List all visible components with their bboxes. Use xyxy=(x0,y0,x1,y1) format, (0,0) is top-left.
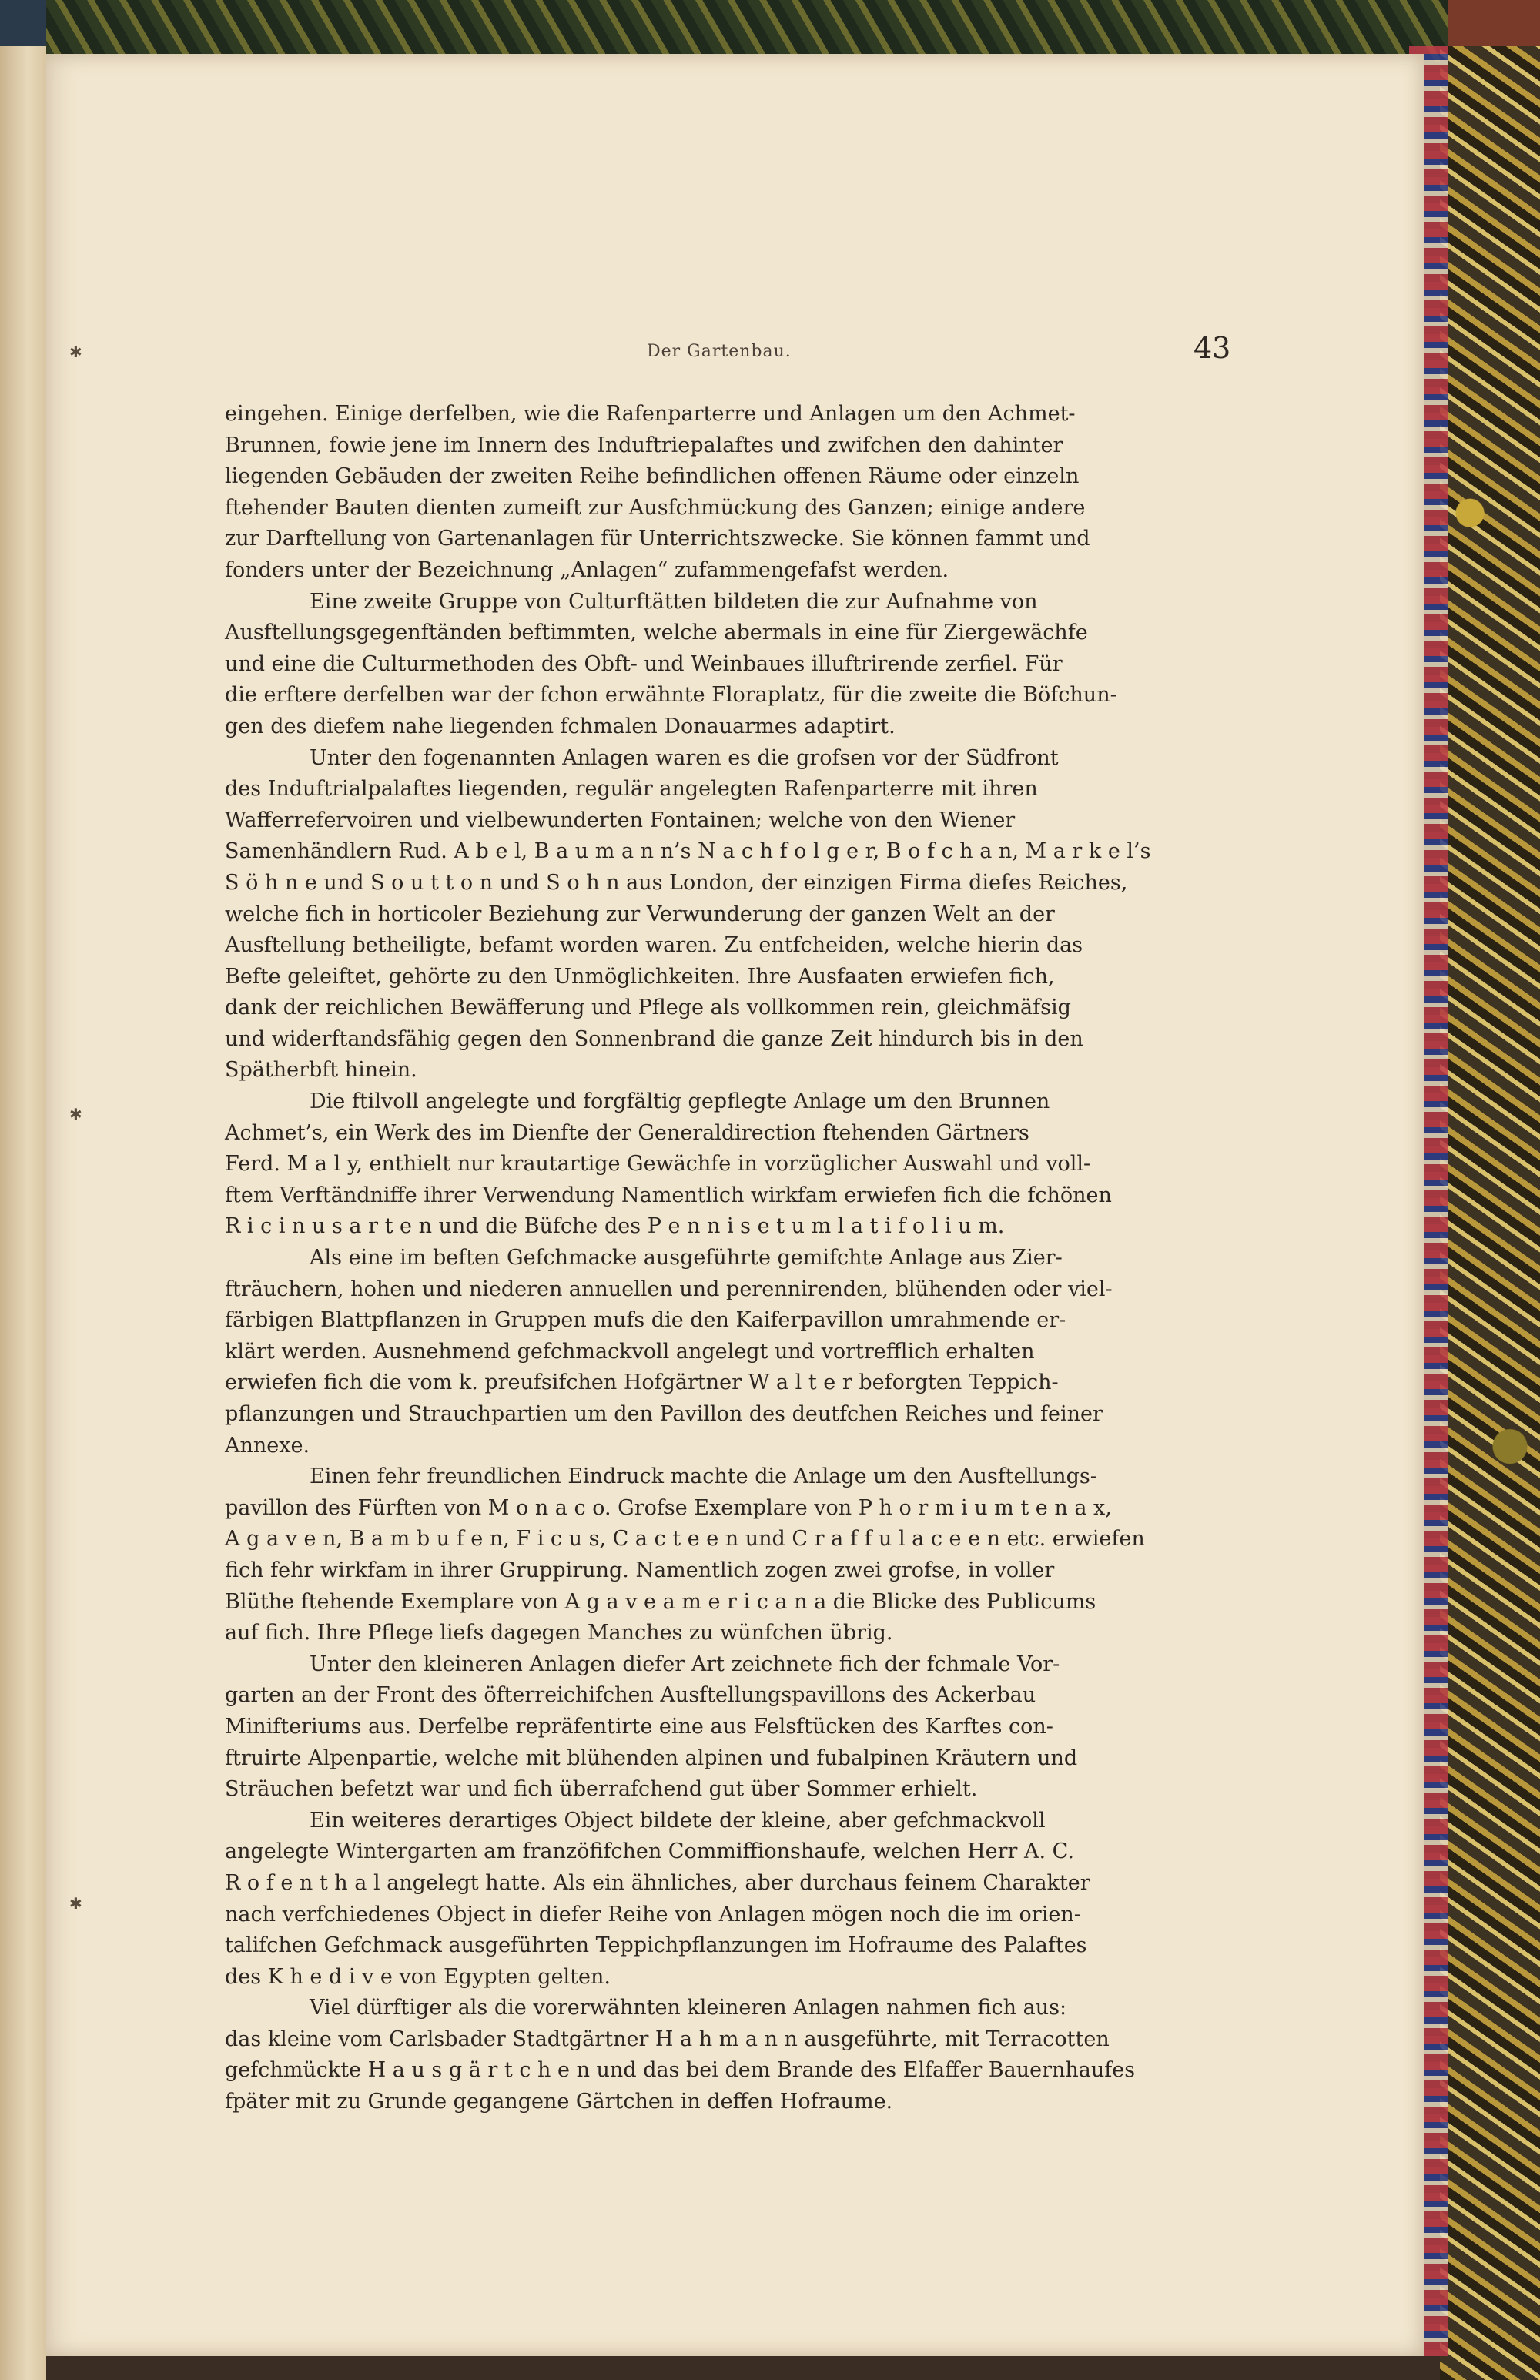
book-page xyxy=(46,54,1424,2356)
margin-mark: ✱ xyxy=(69,1105,82,1123)
paragraph: Ein weiteres derartiges Object bildete der kleine, aber gefchmackvoll angelegte Wintergarten am franzöfifchen Commiffionshaufe, welchen Herr A. C. R o f e n t h a l angelegt hatte. Als ein ähnliches, aber durchaus feinem Charakter nach verfchiedenes Object in diefer Reihe von Anlagen mögen noch die im orien- talifchen Gefchmack ausgeführten Teppichpflanzungen im Hofraume des Palaftes des K h e d i v e von Egypten gelten. xyxy=(225,1808,1090,1989)
body-text xyxy=(225,399,1249,2118)
marbled-cover-right xyxy=(1440,46,1540,2380)
paragraph: Die ftilvoll angelegte und forgfältig gepflegte Anlage um den Brunnen Achmet’s, ein Werk des im Dienfte der Generaldirection ftehenden Gärtners Ferd. M a l y, enthielt nur krautartige Gewächfe in vorzüglicher Auswahl und voll- ftem Verftändniffe ihrer Verwendung Namentlich wirkfam erwiefen fich die fchönen R i c i n u s a r t e n und die Büfche des P e n n i s e t u m l a t i f o l i u m. xyxy=(225,1090,1112,1239)
paragraph: Einen fehr freundlichen Eindruck machte die Anlage um den Ausftellungs- pavillon des Fürften von M o n a c o. Grofse Exemplare von P h o r m i u m t e n a x, A g a v e n, B a m b u f e n, F i c u s, C a c t e e n und C r a f f u l a c e e n etc. erwiefen fich fehr wirkfam in ihrer Gruppirung. Namentlich zogen zwei grofse, in voller Blüthe ftehende Exemplare von A g a v e a m e r i c a n a die Blicke des Publicums auf fich. Ihre Pflege liefs dagegen Manches zu wünfchen übrig. xyxy=(225,1464,1145,1645)
marbled-cover-top xyxy=(46,0,1448,62)
book-binding xyxy=(0,0,46,46)
paragraph: Viel dürftiger als die vorerwähnten kleineren Anlagen nahmen fich aus: das kleine vom Carlsbader Stadtgärtner H a h m a n n ausgeführte, mit Terracotten gefchmückte H a u s g ä r t c h e n und das bei dem Brande des Elfaffer Bauernhaufes fpäter mit zu Grunde gegangene Gärtchen in deffen Hofraume. xyxy=(225,1996,1136,2114)
margin-mark: ✱ xyxy=(69,1894,82,1913)
paragraph: eingehen. Einige derfelben, wie die Rafenparterre und Anlagen um den Achmet- Brunnen, fowie jene im Innern des Induftriepalaftes und zwifchen den dahinter liegenden Gebäuden der zweiten Reihe befindlichen offenen Räume oder einzeln ftehender Bauten dienten zumeift zur Ausfchmückung des Ganzen; einige andere zur Darftellung von Gartenanlagen für Unterrichtszwecke. Sie können fammt und fonders unter der Bezeichnung „Anlagen“ zufammengefafst werden. xyxy=(225,402,1090,582)
paragraph: Als eine im beften Gefchmacke ausgeführte gemifchte Anlage aus Zier- fträuchern, hohen und niederen annuellen und perennirenden, blühenden oder viel- färbigen Blattpflanzen in Gruppen mufs die den Kaiferpavillon umrahmende er- klärt werden. Ausnehmend gefchmackvoll angelegt und vortrefflich erhalten erwiefen fich die vom k. preufsifchen Hofgärtner W a l t e r beforgten Teppich- pflanzungen und Strauchpartien um den Pavillon des deutfchen Reiches und feiner Annexe. xyxy=(225,1246,1113,1458)
running-head: Der Gartenbau. xyxy=(647,342,792,361)
margin-mark: ✱ xyxy=(69,343,82,361)
paragraph: Unter den fogenannten Anlagen waren es die grofsen vor der Südfront des Induftrialpalaftes liegenden, regulär angelegten Rafenparterre mit ihren Wafferrefervoiren und vielbewunderten Fontainen; welche von den Wiener Samenhändlern Rud. A b e l, B a u m a n n’s N a c h f o l g e r, B o f c h a n, M a r k e l’s S ö h n e und S o u t t o n und S o h n aus London, der einzigen Firma diefes Reiches, welche fich in horticoler Beziehung zur Verwunderung der ganzen Welt an der Ausftellung betheiligte, befamt worden waren. Zu entfcheiden, welche hierin das Befte geleiftet, gehörte zu den Unmöglichkeiten. Ihre Ausfaaten erwiefen fich, dank der reichlichen Bewäfferung und Pflege als vollkommen rein, gleichmäfsig und widerftandsfähig gegen den Sonnenbrand die ganze Zeit hindurch bis in den Spätherbft hinein. xyxy=(225,745,1151,1083)
paragraph: Unter den kleineren Anlagen diefer Art zeichnete fich der fchmale Vor- garten an der Front des öfterreichifchen Ausftellungspavillons des Ackerbau Minifteriums aus. Derfelbe repräfentirte eine aus Felsftücken des Karftes con- ftruirte Alpenpartie, welche mit blühenden alpinen und fubalpinen Kräutern und Sträuchen befetzt war und fich überrafchend gut über Sommer erhielt. xyxy=(225,1652,1078,1802)
paragraph: Eine zweite Gruppe von Culturftätten bildeten die zur Aufnahme von Ausftellungsgegenftänden beftimmten, welche abermals in eine für Ziergewächfe und eine die Culturmethoden des Obft- und Weinbaues illuftrirende zerfiel. Für die erftere derfelben war der fchon erwähnte Floraplatz, für die zweite die Böfchun- gen des diefem nahe liegenden fchmalen Donauarmes adaptirt. xyxy=(225,589,1117,738)
left-page-edge xyxy=(0,31,46,2380)
page-number: 43 xyxy=(1194,331,1231,365)
